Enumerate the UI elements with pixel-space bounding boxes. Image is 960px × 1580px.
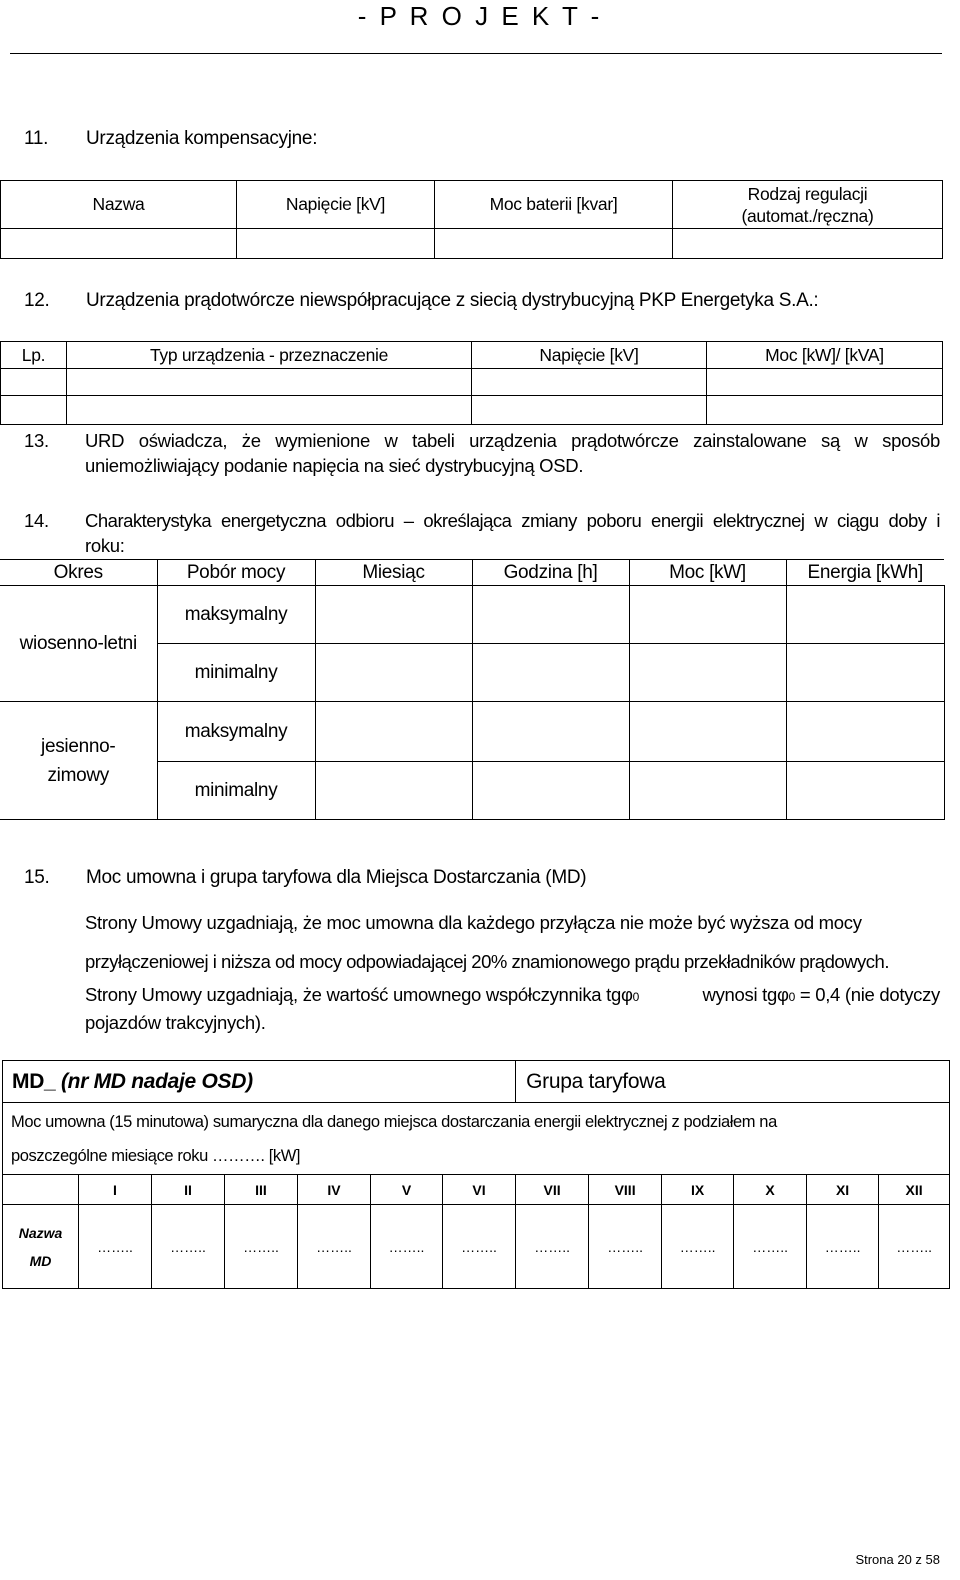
table-cell-empty[interactable] [435,229,673,259]
month-value-cell[interactable]: …….. [589,1205,662,1289]
md-number-cell[interactable] [3,1061,516,1103]
moc-umowna-cell [3,1103,950,1175]
month-header: VI [443,1175,516,1205]
period-line: zimowy [47,764,110,786]
header-divider [10,53,942,54]
table-cell-empty[interactable] [237,229,435,259]
month-value-cell[interactable]: …….. [807,1205,879,1289]
paragraph-line: URD oświadcza, że wymienione w tabeli urządzenia prądotwórcze zainstalowane są w sposób [85,430,940,451]
paragraph-line: uniemożliwiający podanie napięcia na sieć dystrybucyjną OSD. [85,455,584,476]
paragraph-line: Strony Umowy uzgadniają, że moc umowna dla każdego przyłącza nie może być wyższa od mocy [85,912,862,933]
table-cell-empty[interactable] [315,644,472,702]
table-cell-empty[interactable] [472,369,707,396]
col-header-typ-urzadzenia: Typ urządzenia - przeznaczenie [67,342,472,369]
paragraph-line: roku: [85,535,125,556]
col-header-okres: Okres [0,560,157,586]
month-value-cell[interactable]: …….. [79,1205,152,1289]
col-header-moc: Moc [kW] [629,560,786,586]
table-cell-empty[interactable] [629,644,786,702]
tg-phi-expression-2 [703,982,940,1010]
col-header-rodzaj-regulacji [673,181,943,229]
md-note: (nr MD nadaje OSD) [60,1069,253,1093]
table-cell-empty[interactable] [786,586,944,644]
col-header-nazwa: Nazwa [1,181,237,229]
section-title: Urządzenia prądotwórcze niewspółpracujące z siecią dystrybucyjną PKP Energetyka S.A.: [86,290,819,311]
section-number: 15. [24,867,50,888]
month-header: III [225,1175,298,1205]
tg-phi-expression-1 [85,982,639,1010]
section-title: Urządzenia kompensacyjne: [86,128,318,149]
month-value-cell[interactable]: …….. [879,1205,950,1289]
table-cell-empty[interactable] [67,369,472,396]
page-number: Strona 20 z 58 [855,1552,940,1567]
col-header-napiecie: Napięcie [kV] [237,181,435,229]
period-spring-summer: wiosenno-letni [0,586,157,702]
month-header: IX [662,1175,734,1205]
table-cell-empty[interactable] [472,586,629,644]
paragraph-line: pojazdów trakcyjnych). [85,1012,266,1033]
month-header: V [371,1175,443,1205]
table-cell-empty[interactable] [1,369,67,396]
phi-symbol: φ [620,984,633,1005]
energy-characteristics-table [0,559,945,820]
table-cell-empty[interactable] [1,229,237,259]
table-cell-empty[interactable] [67,396,472,425]
month-header: II [152,1175,225,1205]
month-value-cell[interactable]: …….. [443,1205,516,1289]
text-fragment: Strony Umowy uzgadniają, że wartość umownego współczynnika tg [85,984,621,1005]
nazwa-md-cell [3,1205,79,1289]
month-value-cell[interactable]: …….. [516,1205,589,1289]
col-header-moc: Moc [kW]/ [kVA] [707,342,943,369]
pobor-maksymalny: maksymalny [157,586,315,644]
period-line: jesienno- [41,735,116,757]
months-header-row [3,1175,950,1205]
col-header-miesiac: Miesiąc [315,560,472,586]
section-title: Moc umowna i grupa taryfowa dla Miejsca Dostarczania (MD) [86,867,587,888]
col-header-pobor-mocy: Pobór mocy [157,560,315,586]
moc-umowna-line: Moc umowna (15 minutowa) sumaryczna dla danego miejsca dostarczania energii elektrycznej z podziałem na [11,1112,777,1131]
month-value-cell[interactable]: …….. [662,1205,734,1289]
table-cell-empty[interactable] [707,396,943,425]
subscript-zero: 0 [788,990,796,1004]
table-cell-empty[interactable] [472,396,707,425]
pobor-minimalny: minimalny [157,762,315,820]
document-header-title: - P R O J E K T - [357,1,603,31]
pobor-maksymalny: maksymalny [157,702,315,762]
moc-umowna-line: poszczególne miesiące roku ………. [kW] [11,1146,301,1165]
paragraph-line: Charakterystyka energetyczna odbioru – określająca zmiany poboru energii elektrycznej w ciągu doby i [85,510,940,531]
subscript-zero: 0 [632,990,640,1004]
month-value-cell[interactable]: …….. [371,1205,443,1289]
table-cell-empty [3,1175,79,1205]
text-fragment: wynosi tg [702,984,777,1005]
section-number: 13. [24,430,49,451]
table-cell-empty[interactable] [472,702,629,762]
section-14-paragraph [24,508,940,558]
table-cell-empty[interactable] [707,369,943,396]
section-15-paragraph-1 [85,903,940,981]
table-cell-empty[interactable] [315,702,472,762]
month-header: XII [879,1175,950,1205]
paragraph-line [85,982,940,1010]
grupa-taryfowa-cell[interactable]: Grupa taryfowa [516,1061,950,1103]
generators-table [0,341,943,425]
md-tariff-table [2,1060,950,1289]
rodzaj-regulacji-line2: (automat./ręczna) [741,205,874,226]
table-cell-empty[interactable] [315,586,472,644]
col-header-moc-baterii: Moc baterii [kvar] [435,181,673,229]
month-header: I [79,1175,152,1205]
md-label: MD_ [12,1069,61,1093]
table-cell-empty[interactable] [472,644,629,702]
text-fragment: = 0,4 (nie dotyczy [795,984,940,1005]
table-cell-empty[interactable] [472,762,629,820]
table-cell-empty[interactable] [786,702,944,762]
pobor-minimalny: minimalny [157,644,315,702]
month-value-cell[interactable]: …….. [152,1205,225,1289]
section-number: 11. [24,128,49,149]
period-autumn-winter [0,702,157,820]
month-value-cell[interactable]: …….. [734,1205,807,1289]
rodzaj-regulacji-line1: Rodzaj regulacji [747,183,868,204]
table-cell-empty[interactable] [629,762,786,820]
month-header: VII [516,1175,589,1205]
month-value-cell[interactable]: …….. [298,1205,371,1289]
md-label: MD [29,1252,52,1269]
compensation-devices-table [0,180,943,259]
section-number: 12. [24,290,50,311]
phi-symbol: φ [776,984,789,1005]
month-header: IV [298,1175,371,1205]
table-cell-empty[interactable] [1,396,67,425]
paragraph-line: przyłączeniowej i niższa od mocy odpowiadającej 20% znamionowego prądu przekładników prądowych. [85,951,889,972]
section-15-paragraph-2 [85,982,940,1035]
section-number: 14. [24,510,49,531]
col-header-napiecie: Napięcie [kV] [472,342,707,369]
nazwa-label: Nazwa [18,1224,63,1241]
col-header-energia: Energia [kWh] [786,560,944,586]
month-value-cell[interactable]: …….. [225,1205,298,1289]
md-values-row [3,1205,950,1289]
month-header: VIII [589,1175,662,1205]
month-header: X [734,1175,807,1205]
month-header: XI [807,1175,879,1205]
table-cell-empty[interactable] [629,586,786,644]
table-cell-empty[interactable] [786,644,944,702]
col-header-godzina: Godzina [h] [472,560,629,586]
table-cell-empty[interactable] [673,229,943,259]
table-cell-empty[interactable] [786,762,944,820]
col-header-lp: Lp. [1,342,67,369]
table-cell-empty[interactable] [629,702,786,762]
section-13-paragraph [24,428,940,478]
table-cell-empty[interactable] [315,762,472,820]
